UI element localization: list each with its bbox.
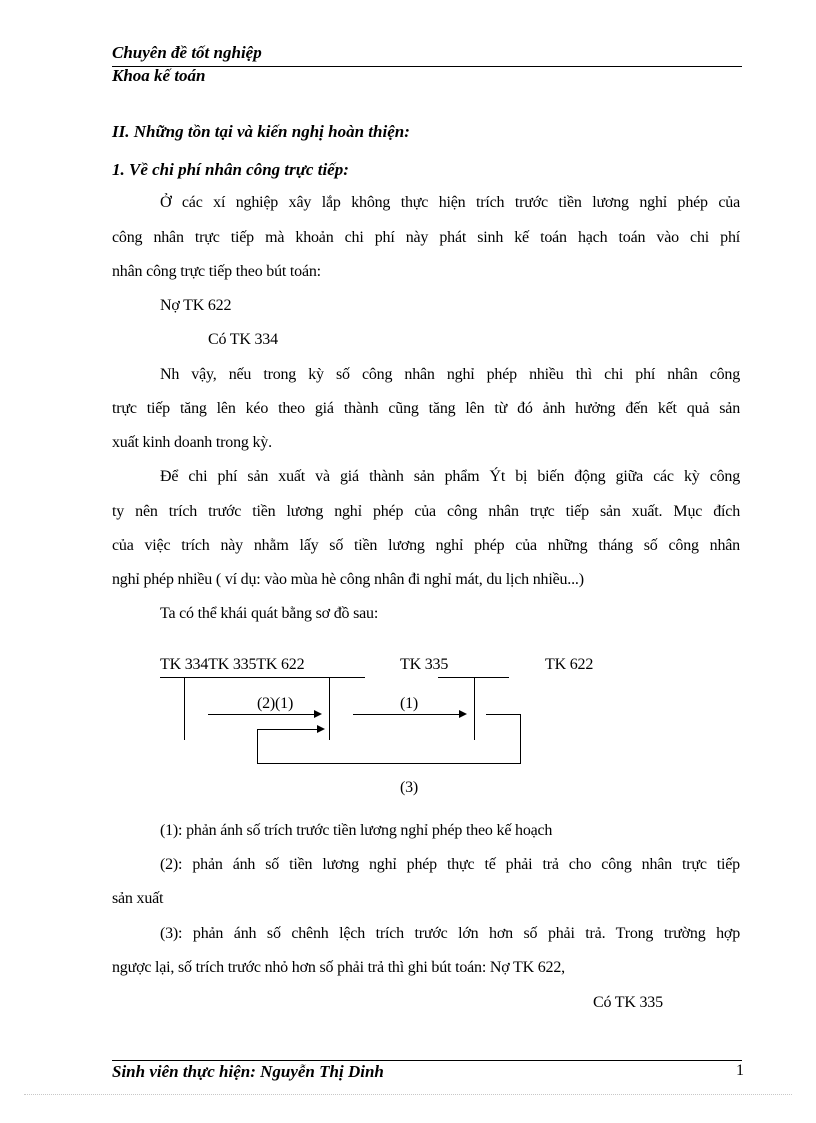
arrow1-label: (2)(1) — [257, 695, 294, 712]
note-3-line3: Có TK 335 — [593, 994, 663, 1011]
footer-author: Sinh viên thực hiện: Nguyễn Thị Dinh — [112, 1062, 384, 1081]
arrow-line-1 — [208, 714, 316, 715]
footer-rule — [112, 1060, 742, 1061]
section-title: II. Những tồn tại và kiến nghị hoàn thiện: — [112, 122, 410, 141]
loop-left — [257, 729, 258, 764]
page-number: 1 — [736, 1062, 744, 1079]
loop-return — [257, 729, 319, 730]
para1-line1: Ở các xí nghiệp xây lắp không thực hiện trích trước tiền lương nghỉ phép của — [160, 194, 740, 211]
header-department: Khoa kế toán — [112, 66, 206, 85]
account-rule-left — [160, 677, 365, 678]
loop-label: (3) — [400, 779, 419, 796]
para1-line2: công nhân trực tiếp mà khoản chi phí này phát sinh kế toán hạch toán vào chi phí — [112, 229, 740, 246]
arrow2-label: (1) — [400, 695, 419, 712]
para3-line2: ty nên trích trước tiền lương nghỉ phép của công nhân trực tiếp sản xuất. Mục đích — [112, 503, 740, 520]
account-label-left: TK 334TK 335TK 622 — [160, 656, 305, 673]
para1-line3: nhân công trực tiếp theo bút toán: — [112, 263, 321, 280]
para2-line3: xuất kinh doanh trong kỳ. — [112, 434, 272, 451]
note-2-line2: sản xuất — [112, 890, 164, 907]
note-3-line1: (3): phản ánh số chênh lệch trích trước lớn hơn số phải trả. Trong trường hợp — [160, 925, 740, 942]
subsection-title: 1. Về chi phí nhân công trực tiếp: — [112, 160, 349, 179]
diagram-intro: Ta có thể khái quát bằng sơ đồ sau: — [160, 605, 379, 622]
account-stem-335 — [329, 678, 330, 740]
para2-line1: Nh vậy, nếu trong kỳ số công nhân nghỉ phép nhiều thì chi phí nhân công — [160, 366, 740, 383]
page-bottom-border — [24, 1094, 792, 1095]
note-3-line2: ngược lại, số trích trước nhỏ hơn số phải trả thì ghi bút toán: Nợ TK 622, — [112, 959, 565, 976]
account-label-right: TK 622 — [545, 656, 594, 673]
account-label-mid: TK 335 — [400, 656, 449, 673]
note-2-line1: (2): phản ánh số tiền lương nghỉ phép thực tế phải trả cho công nhân trực tiếp — [160, 856, 740, 873]
arrow-line-2 — [353, 714, 461, 715]
arrowhead-1-icon — [314, 710, 322, 718]
entry1-credit: Có TK 334 — [208, 331, 278, 348]
arrowhead-3-icon — [317, 725, 325, 733]
loop-top — [486, 714, 521, 715]
header-rule — [112, 66, 742, 67]
header-title: Chuyên đề tốt nghiệp — [112, 43, 262, 62]
loop-bottom — [257, 763, 521, 764]
account-stem-334 — [184, 678, 185, 740]
account-stem-622 — [474, 678, 475, 740]
note-1: (1): phản ánh số trích trước tiền lương nghỉ phép theo kế hoạch — [160, 822, 553, 839]
para3-line1: Để chi phí sản xuất và giá thành sản phẩm Ýt bị biến động giữa các kỳ công — [160, 468, 740, 485]
para3-line4: nghỉ phép nhiều ( ví dụ: vào mùa hè công nhân đi nghỉ mát, du lịch nhiều...) — [112, 571, 584, 588]
para2-line2: trực tiếp tăng lên kéo theo giá thành cũng tăng lên từ đó ảnh hưởng đến kết quả sản — [112, 400, 740, 417]
arrowhead-2-icon — [459, 710, 467, 718]
entry1-debit: Nợ TK 622 — [160, 297, 232, 314]
loop-right — [520, 714, 521, 764]
para3-line3: của việc trích này nhằm lấy số tiền lương nghỉ phép của những tháng số công nhân — [112, 537, 740, 554]
